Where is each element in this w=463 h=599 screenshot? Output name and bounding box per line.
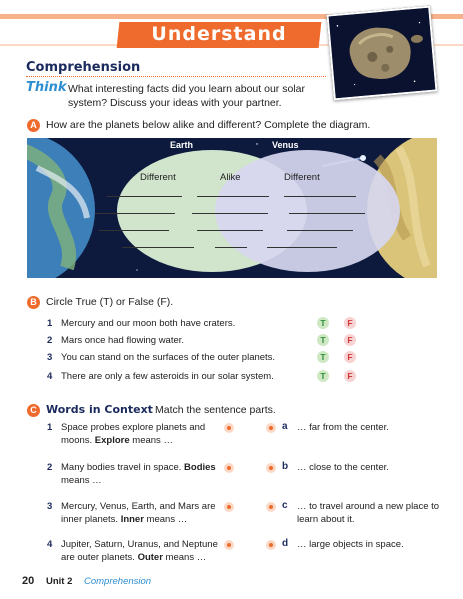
answer-line[interactable] — [197, 196, 269, 197]
match-dot-left[interactable] — [224, 540, 234, 550]
tf-item-text: There are only a few asteroids in our solar system. — [61, 371, 274, 382]
false-option[interactable]: F — [344, 370, 356, 382]
venn-diagram — [27, 138, 437, 278]
badge-c: C — [27, 404, 40, 417]
tf-item-number: 3 — [47, 352, 53, 363]
true-option[interactable]: T — [317, 351, 329, 363]
answer-line[interactable] — [287, 230, 353, 231]
tf-item-text: Mercury and our moon both have craters. — [61, 318, 236, 329]
match-definition: … large objects in space. — [297, 539, 404, 550]
column-label-alike: Alike — [220, 172, 241, 183]
true-option[interactable]: T — [317, 317, 329, 329]
match-item-number: 2 — [47, 462, 53, 473]
answer-line[interactable] — [289, 213, 365, 214]
match-item-text: Space probes explore planets and moons. Explore means … — [61, 422, 206, 446]
false-option[interactable]: F — [344, 317, 356, 329]
tf-item-number: 4 — [47, 371, 53, 382]
asteroid-illustration — [329, 8, 436, 98]
column-label-different-left: Different — [140, 172, 176, 183]
match-dot-left[interactable] — [224, 463, 234, 473]
answer-line[interactable] — [95, 213, 175, 214]
match-dot-right[interactable] — [266, 502, 276, 512]
planet-label-venus: Venus — [272, 140, 299, 150]
badge-a: A — [27, 119, 40, 132]
footer-section: Comprehension — [84, 576, 152, 587]
match-definition: … to travel around a new place to learn about it. — [297, 501, 440, 525]
match-dot-left[interactable] — [224, 423, 234, 433]
page-number: 20 — [22, 575, 35, 587]
words-in-context-title: Words in Context — [46, 403, 153, 416]
match-item-number: 3 — [47, 501, 53, 512]
match-letter: a — [282, 421, 288, 432]
true-option[interactable]: T — [317, 370, 329, 382]
answer-line[interactable] — [197, 230, 263, 231]
asteroid-photo — [326, 6, 437, 101]
match-dot-right[interactable] — [266, 423, 276, 433]
tf-item-text: Mars once had flowing water. — [61, 335, 185, 346]
match-letter: c — [282, 500, 288, 511]
match-letter: d — [282, 538, 289, 549]
match-item-text: Many bodies travel in space. Bodies means … — [61, 462, 216, 486]
true-option[interactable]: T — [317, 334, 329, 346]
match-letter: b — [282, 461, 289, 472]
answer-line[interactable] — [215, 247, 247, 248]
match-item-text: Mercury, Venus, Earth, and Mars are inner planets. Inner means … — [61, 501, 216, 525]
answer-line[interactable] — [122, 247, 194, 248]
question-a: How are the planets below alike and different? Complete the diagram. — [46, 119, 371, 131]
answer-line[interactable] — [192, 213, 268, 214]
match-dot-right[interactable] — [266, 463, 276, 473]
section-title: Comprehension — [26, 60, 141, 75]
match-item-number: 1 — [47, 422, 53, 433]
venn-circle-venus — [215, 150, 400, 272]
answer-line[interactable] — [284, 196, 356, 197]
words-in-context-instruction: Match the sentence parts. — [155, 404, 276, 416]
match-item-text: Jupiter, Saturn, Uranus, and Neptune are outer planets. Outer means … — [61, 539, 218, 563]
question-b: Circle True (T) or False (F). — [46, 296, 174, 308]
tf-item-text: You can stand on the surfaces of the outer planets. — [61, 352, 276, 363]
answer-line[interactable] — [107, 196, 182, 197]
think-prompt: What interesting facts did you learn about our solar system? Discuss your ideas with your partner. — [68, 83, 305, 109]
match-definition: … far from the center. — [297, 422, 389, 433]
answer-line[interactable] — [267, 247, 337, 248]
match-definition: … close to the center. — [297, 462, 389, 473]
false-option[interactable]: F — [344, 351, 356, 363]
tf-item-number: 1 — [47, 318, 53, 329]
footer-unit: Unit 2 — [46, 576, 73, 587]
match-item-number: 4 — [47, 539, 53, 550]
banner-title: Understand — [151, 23, 287, 45]
match-dot-left[interactable] — [224, 502, 234, 512]
think-label: Think — [26, 80, 67, 95]
column-label-different-right: Different — [284, 172, 320, 183]
tf-item-number: 2 — [47, 335, 53, 346]
section-divider — [26, 76, 326, 77]
answer-line[interactable] — [99, 230, 169, 231]
planet-label-earth: Earth — [170, 140, 194, 150]
badge-b: B — [27, 296, 40, 309]
false-option[interactable]: F — [344, 334, 356, 346]
match-dot-right[interactable] — [266, 540, 276, 550]
